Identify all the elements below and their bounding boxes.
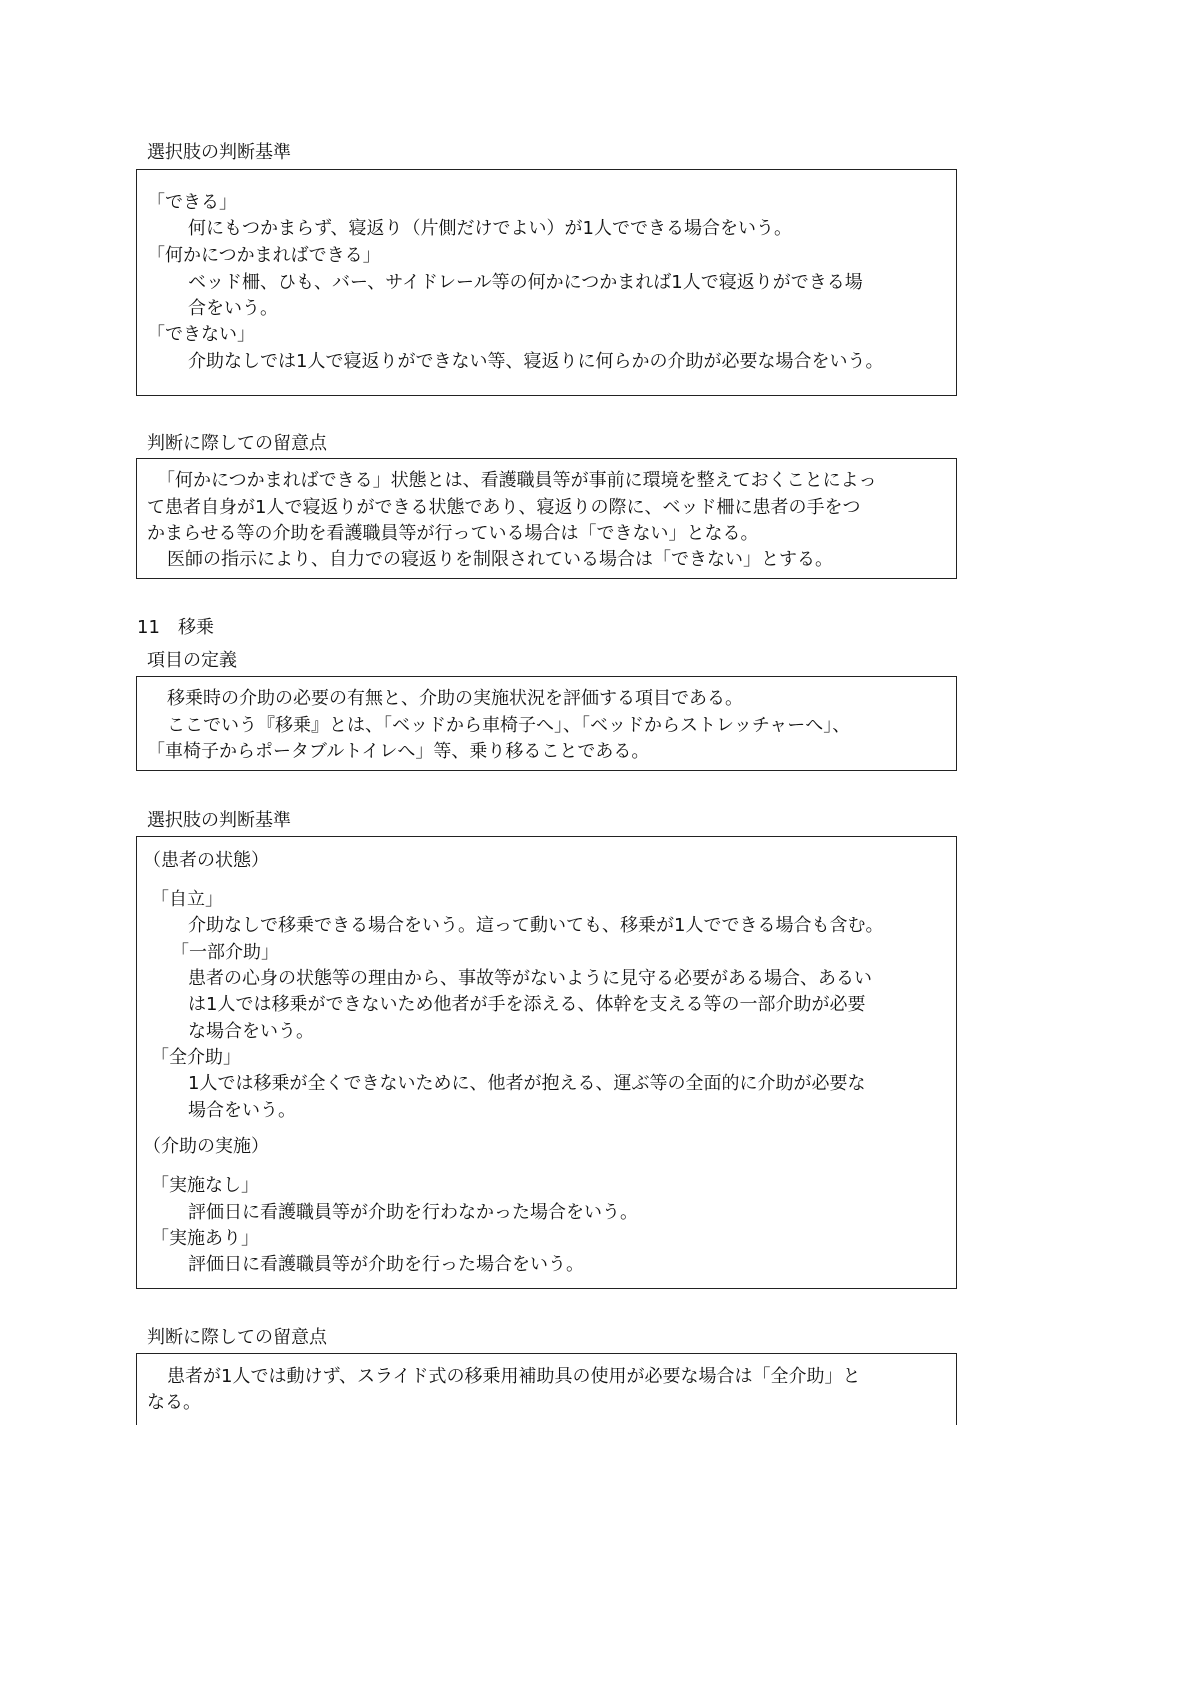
transfer-section-title: 移乗 — [178, 617, 214, 638]
transfer-opt4-desc: 評価日に看護職員等が介助を行わなかった場合をいう。 — [188, 1202, 638, 1223]
rolling-opt2-label: 「何かにつかまればできる」 — [147, 245, 381, 266]
transfer-definition-line1: 移乗時の介助の必要の有無と、介助の実施状況を評価する項目である。 — [167, 688, 743, 709]
rolling-criteria-heading: 選択肢の判断基準 — [147, 142, 291, 163]
transfer-opt5-label: 「実施あり」 — [151, 1228, 259, 1249]
transfer-criteria-heading: 選択肢の判断基準 — [147, 810, 291, 831]
transfer-opt3-desc-line1: 1人では移乗が全くできないために、他者が抱える、運ぶ等の全面的に介助が必要な — [188, 1073, 866, 1094]
transfer-opt3-desc-line2: 場合をいう。 — [188, 1100, 296, 1121]
rolling-notes-line1: 「何かにつかまればできる」状態とは、看護職員等が事前に環境を整えておくことによっ — [157, 470, 877, 491]
rolling-opt2-desc-line1: ベッド柵、ひも、バー、サイドレール等の何かにつかまれば1人で寝返りができる場 — [188, 272, 863, 293]
transfer-opt1-label: 「自立」 — [151, 889, 223, 910]
transfer-notes-box — [136, 1353, 957, 1425]
transfer-criteria-box — [136, 836, 957, 1289]
rolling-criteria-box — [136, 169, 957, 396]
rolling-notes-line2: て患者自身が1人で寝返りができる状態であり、寝返りの際に、ベッド柵に患者の手をつ — [147, 497, 861, 518]
transfer-definition-box — [136, 676, 957, 771]
transfer-opt1-desc: 介助なしで移乗できる場合をいう。這って動いても、移乗が1人でできる場合も含む。 — [188, 915, 884, 936]
transfer-opt4-label: 「実施なし」 — [151, 1175, 259, 1196]
transfer-opt2-desc-line2: は1人では移乗ができないため他者が手を添える、体幹を支える等の一部介助が必要 — [188, 994, 866, 1015]
rolling-opt3-desc: 介助なしでは1人で寝返りができない等、寝返りに何らかの介助が必要な場合をいう。 — [188, 351, 884, 372]
rolling-notes-line3: かまらせる等の介助を看護職員等が行っている場合は「できない」となる。 — [147, 523, 759, 544]
transfer-notes-line1: 患者が1人では動けず、スライド式の移乗用補助具の使用が必要な場合は「全介助」と — [167, 1366, 861, 1387]
transfer-definition-line2: ここでいう『移乗』とは、「ベッドから車椅子へ」、「ベッドからストレッチャーへ」、 — [167, 715, 851, 736]
transfer-notes-line2: なる。 — [147, 1392, 201, 1413]
transfer-patient-state-label: （患者の状態） — [143, 850, 269, 871]
rolling-opt2-desc-line2: 合をいう。 — [188, 298, 278, 319]
rolling-notes-heading: 判断に際しての留意点 — [147, 433, 327, 454]
transfer-notes-heading: 判断に際しての留意点 — [147, 1327, 327, 1348]
rolling-notes-box — [136, 458, 957, 579]
rolling-opt3-label: 「できない」 — [147, 324, 255, 345]
transfer-opt2-desc-line3: な場合をいう。 — [188, 1021, 314, 1042]
transfer-opt2-label: 「一部介助」 — [171, 942, 279, 963]
transfer-opt3-label: 「全介助」 — [151, 1047, 241, 1068]
rolling-opt1-label: 「できる」 — [147, 192, 237, 213]
transfer-opt5-desc: 評価日に看護職員等が介助を行った場合をいう。 — [188, 1254, 584, 1275]
transfer-section-number: 11 — [137, 617, 160, 638]
rolling-opt1-desc: 何にもつかまらず、寝返り（片側だけでよい）が1人でできる場合をいう。 — [188, 218, 793, 239]
rolling-notes-line4: 医師の指示により、自力での寝返りを制限されている場合は「できない」とする。 — [167, 549, 833, 570]
transfer-definition-line3: 「車椅子からポータブルトイレへ」等、乗り移ることである。 — [147, 741, 650, 762]
transfer-definition-heading: 項目の定義 — [147, 650, 237, 671]
transfer-opt2-desc-line1: 患者の心身の状態等の理由から、事故等がないように見守る必要がある場合、あるい — [188, 968, 872, 989]
transfer-assist-label: （介助の実施） — [143, 1136, 269, 1157]
